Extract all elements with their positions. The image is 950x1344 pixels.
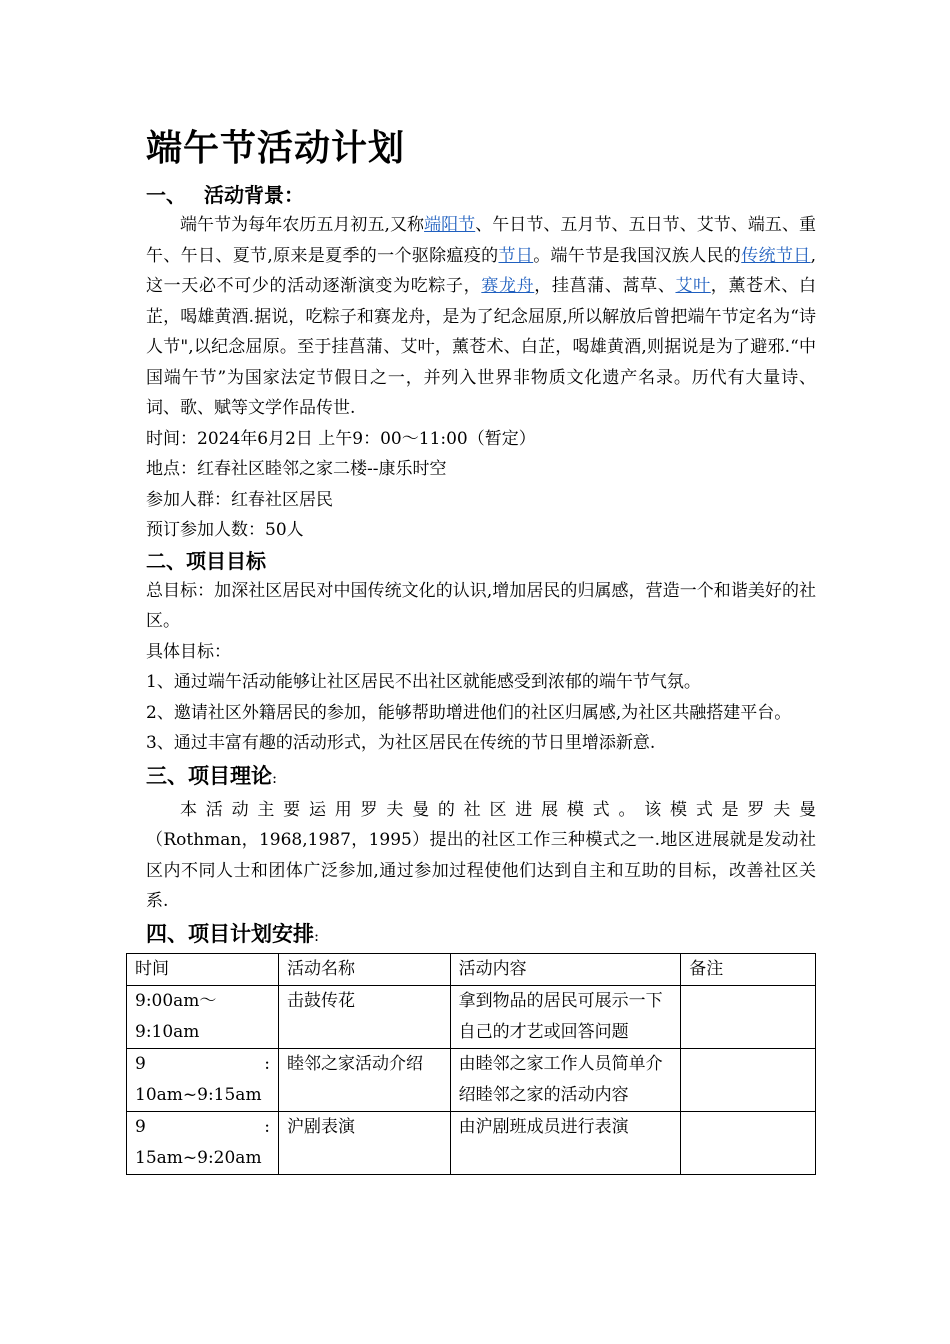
- event-headcount: 预订参加人数：50人: [146, 520, 304, 540]
- header-time: 时间: [127, 953, 279, 985]
- section-3-label: 三、项目理论: [146, 763, 272, 788]
- specific-goals-label: 具体目标：: [146, 641, 231, 662]
- theory-rest: （Rothman，1968,1987，1995）提出的社区工作三种模式之一.地区进展就是发动社区内不同人士和团体广泛参加,通过参加过程使他们达到自主和互助的目标，改善社区关系.: [146, 830, 816, 911]
- link-chuantong-jieri[interactable]: 传统节日: [741, 245, 811, 266]
- link-aiye[interactable]: 艾叶: [675, 276, 711, 296]
- text-run: ，薰苍术、白芷，喝雄黄酒.据说，吃粽子和赛龙舟，是为了纪念屈原,所以解放后曾把端午节定名为“诗人节",以纪念屈原。至于挂菖蒲、艾叶，薰苍术、白芷，喝雄黄酒,则据说是为了避邪.“中国端午节”为国家法定节假日之一，并列入世界非物质文化遗产名录。历代有大量诗、词、歌、赋等文学作品传世.: [146, 276, 817, 418]
- row-notes: [681, 1048, 816, 1111]
- row-notes: [681, 1111, 816, 1174]
- time-hour: 9: [135, 1116, 146, 1137]
- section-1-number: 一、: [146, 183, 186, 207]
- text-run: 。端午节是我国汉族人民的: [533, 245, 742, 266]
- row-activity-content: 拿到物品的居民可展示一下自己的才艺或回答问题: [450, 985, 681, 1048]
- text-run: 、午日节、五月节、五日节、艾节、端五、重午、午日、夏节,原来是夏季的一个驱除瘟疫的: [146, 215, 817, 266]
- plan-table-wrap: [135, 953, 816, 1183]
- link-duanyangjie[interactable]: 端阳节: [424, 215, 476, 235]
- time-colon: :: [264, 1116, 270, 1137]
- table-row: [127, 985, 816, 1048]
- section-4-heading: [146, 917, 816, 953]
- row-activity-name: 沪剧表演: [278, 1111, 450, 1174]
- table-row: [127, 1048, 816, 1111]
- text-run: ,这一天必不可少的活动逐渐演变为吃粽子，: [146, 245, 817, 296]
- time-text: 9:00am～9:10am: [135, 990, 217, 1042]
- row-activity-name: 击鼓传花: [278, 985, 450, 1048]
- text-run: ，挂菖蒲、蒿草、: [534, 276, 676, 296]
- header-activity-content: 活动内容: [450, 953, 681, 985]
- text-run: 端午节为每年农历五月初五,又称: [180, 215, 425, 235]
- time-hour: 9: [135, 1053, 146, 1074]
- section-1-heading: [146, 180, 816, 210]
- header-activity-name: 活动名称: [278, 953, 450, 985]
- section-1-label: 活动背景：: [204, 183, 304, 207]
- row-activity-content: 由睦邻之家工作人员简单介绍睦邻之家的活动内容: [450, 1048, 681, 1111]
- row-time: [127, 985, 279, 1048]
- document-title: 端午节活动计划: [146, 128, 406, 169]
- document-page: [135, 118, 817, 1183]
- event-place: 地点：红春社区睦邻之家二楼--康乐时空: [146, 459, 447, 479]
- section-3-colon: :: [272, 768, 278, 787]
- background-paragraph: [146, 210, 816, 424]
- link-jieri[interactable]: 节日: [498, 245, 534, 266]
- row-time: [127, 1048, 279, 1111]
- header-notes: 备注: [681, 953, 816, 985]
- plan-table: [126, 953, 816, 1175]
- row-time: [127, 1111, 279, 1174]
- event-time: 时间：2024年6月2日 上午9：00～11:00（暂定）: [146, 428, 536, 449]
- goal-item-1: 1、通过端午活动能够让社区居民不出社区就能感受到浓郁的端午节气氛。: [146, 672, 701, 692]
- goal-item-3: 3、通过丰富有趣的活动形式，为社区居民在传统的节日里增添新意.: [146, 733, 656, 753]
- section-4-colon: :: [314, 926, 320, 945]
- time-text: 15am~9:20am: [135, 1147, 262, 1168]
- theory-line-1: 本活动主要运用罗夫曼的社区进展模式。该模式是罗夫曼: [180, 799, 816, 820]
- row-notes: [681, 985, 816, 1048]
- table-header-row: [127, 953, 816, 985]
- link-sailongzhou[interactable]: 赛龙舟: [481, 276, 535, 296]
- section-3-heading: [146, 759, 816, 795]
- row-activity-name: 睦邻之家活动介绍: [278, 1048, 450, 1111]
- goal-item-2: 2、邀请社区外籍居民的参加，能够帮助增进他们的社区归属感,为社区共融搭建平台。: [146, 702, 792, 723]
- table-row: [127, 1111, 816, 1174]
- row-activity-content: 由沪剧班成员进行表演: [450, 1111, 681, 1174]
- overall-goal: 总目标：加深社区居民对中国传统文化的认识,增加居民的归属感，营造一个和谐美好的社区。: [146, 580, 816, 631]
- section-4-label: 四、项目计划安排: [146, 921, 314, 946]
- time-text: 10am~9:15am: [135, 1084, 262, 1105]
- time-colon: :: [264, 1053, 270, 1074]
- event-audience: 参加人群：红春社区居民: [146, 489, 333, 510]
- section-2-heading: 二、项目目标: [146, 548, 266, 573]
